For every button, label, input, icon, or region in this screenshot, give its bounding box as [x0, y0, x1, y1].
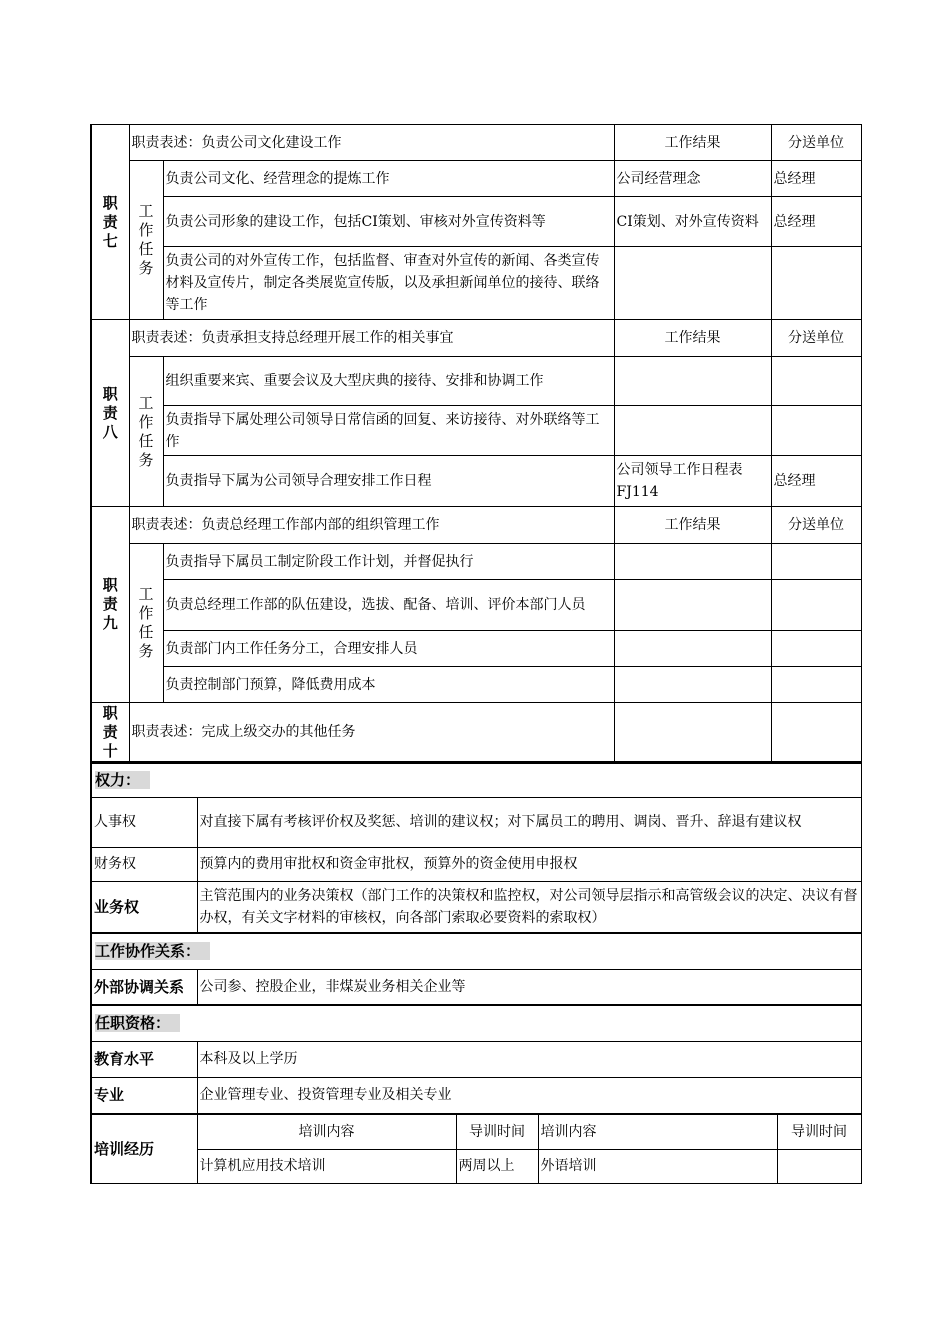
duty10-label: 职 责 十 — [91, 703, 129, 762]
duty8-task-2: 负责指导下属处理公司领导日常信函的回复、来访接待、对外联络等工作 — [163, 406, 614, 456]
duty8-label: 职 责 八 — [91, 320, 129, 507]
duty8-statement: 职责表述：负责承担支持总经理开展工作的相关事宜 — [129, 320, 614, 357]
duty7-result-header: 工作结果 — [614, 125, 771, 161]
duty7-task-2: 负责公司形象的建设工作，包括CI策划、审核对外宣传资料等 — [163, 197, 614, 247]
duty9-task-3: 负责部门内工作任务分工，合理安排人员 — [163, 631, 614, 667]
duty8-result-header: 工作结果 — [614, 320, 771, 357]
duty9-result-2 — [614, 580, 771, 631]
training-label: 培训经历 — [91, 1114, 197, 1183]
duty7-statement: 职责表述：负责公司文化建设工作 — [129, 125, 614, 161]
training-header-time-2: 导训时间 — [777, 1114, 861, 1149]
education-label: 教育水平 — [91, 1041, 197, 1077]
duty9-task-4: 负责控制部门预算，降低费用成本 — [163, 667, 614, 703]
cooperation-text: 公司参、控股企业，非煤炭业务相关企业等 — [197, 969, 861, 1005]
authority-title: 权力： — [91, 763, 861, 797]
duty8-task-3: 负责指导下属为公司领导合理安排工作日程 — [163, 456, 614, 507]
duty7-result-2: CI策划、对外宣传资料 — [614, 197, 771, 247]
duty7-task-1: 负责公司文化、经营理念的提炼工作 — [163, 161, 614, 197]
duty8-dest-1 — [771, 357, 861, 406]
duty7-dest-3 — [771, 247, 861, 320]
duty9-result-1 — [614, 544, 771, 580]
duty9-task-2: 负责总经理工作部的队伍建设，选拔、配备、培训、评价本部门人员 — [163, 580, 614, 631]
duty9-task-label: 工 作 任 务 — [129, 544, 163, 703]
duty7-dest-1: 总经理 — [771, 161, 861, 197]
duty7-result-1: 公司经营理念 — [614, 161, 771, 197]
training-content-2: 外语培训 — [538, 1149, 777, 1183]
duty9-task-1: 负责指导下属员工制定阶段工作计划，并督促执行 — [163, 544, 614, 580]
cooperation-title: 工作协作关系： — [91, 933, 861, 969]
education-value: 本科及以上学历 — [197, 1041, 861, 1077]
duty7-label: 职 责 七 — [91, 125, 129, 320]
training-time-1: 两周以上 — [456, 1149, 538, 1183]
duty7-dest-2: 总经理 — [771, 197, 861, 247]
duty9-dest-2 — [771, 580, 861, 631]
training-header-content-2: 培训内容 — [538, 1114, 777, 1149]
major-value: 企业管理专业、投资管理专业及相关专业 — [197, 1077, 861, 1113]
training-header-content-1: 培训内容 — [197, 1114, 456, 1149]
duty9-dest-header: 分送单位 — [771, 507, 861, 544]
duty8-dest-3: 总经理 — [771, 456, 861, 507]
duty9-result-3 — [614, 631, 771, 667]
authority-text-personnel: 对直接下属有考核评价权及奖惩、培训的建议权；对下属员工的聘用、调岗、晋升、辞退有建议权 — [197, 797, 861, 847]
duty9-result-header: 工作结果 — [614, 507, 771, 544]
authority-text-business: 主管范围内的业务决策权（部门工作的决策权和监控权，对公司领导层指示和高管级会议的决定、决议有督办权，有关文字材料的审核权，向各部门索取必要资料的索取权） — [197, 881, 861, 933]
duty9-dest-3 — [771, 631, 861, 667]
duty7-task-3: 负责公司的对外宣传工作，包括监督、审查对外宣传的新闻、各类宣传材料及宣传片，制定各类展览宣传版，以及承担新闻单位的接待、联络等工作 — [163, 247, 614, 320]
duty8-result-3: 公司领导工作日程表FJ114 — [614, 456, 771, 507]
training-content-1: 计算机应用技术培训 — [197, 1149, 456, 1183]
job-description-page — [90, 124, 860, 1184]
duty10-dest — [771, 703, 861, 762]
training-table — [90, 1114, 862, 1184]
duty7-dest-header: 分送单位 — [771, 125, 861, 161]
duty9-dest-1 — [771, 544, 861, 580]
duty9-dest-4 — [771, 667, 861, 703]
duty9-result-4 — [614, 667, 771, 703]
cooperation-label: 外部协调关系 — [91, 969, 197, 1005]
duty9-statement: 职责表述：负责总经理工作部内部的组织管理工作 — [129, 507, 614, 544]
duty8-dest-2 — [771, 406, 861, 456]
duty8-dest-header: 分送单位 — [771, 320, 861, 357]
authority-label-business: 业务权 — [91, 881, 197, 933]
authority-label-finance: 财务权 — [91, 847, 197, 881]
duty10-result — [614, 703, 771, 762]
duty8-task-1: 组织重要来宾、重要会议及大型庆典的接待、安排和协调工作 — [163, 357, 614, 406]
major-label: 专业 — [91, 1077, 197, 1113]
duty8-result-1 — [614, 357, 771, 406]
duty7-result-3 — [614, 247, 771, 320]
duty10-statement: 职责表述：完成上级交办的其他任务 — [129, 703, 614, 762]
duties-table — [90, 124, 862, 762]
duty9-label: 职 责 九 — [91, 507, 129, 703]
duty8-result-2 — [614, 406, 771, 456]
authority-label-personnel: 人事权 — [91, 797, 197, 847]
training-time-2 — [777, 1149, 861, 1183]
authority-text-finance: 预算内的费用审批权和资金审批权，预算外的资金使用申报权 — [197, 847, 861, 881]
duty8-task-label: 工 作 任 务 — [129, 357, 163, 507]
qualification-title: 任职资格： — [91, 1005, 861, 1041]
duty7-task-label: 工 作 任 务 — [129, 161, 163, 320]
authority-table — [90, 762, 862, 1114]
training-header-time-1: 导训时间 — [456, 1114, 538, 1149]
